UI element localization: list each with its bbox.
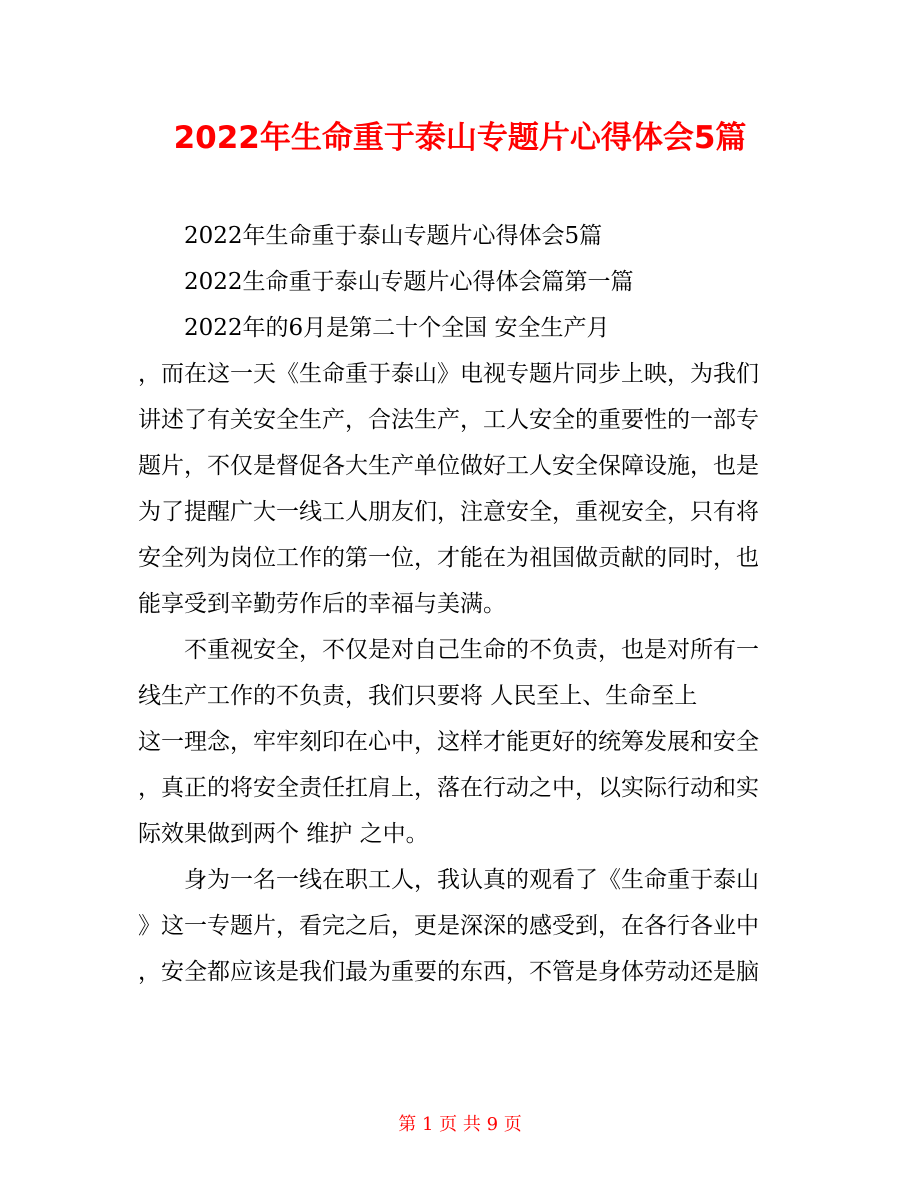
text-line: ，真正的将安全责任扛肩上，落在行动之中，以实际行动和实 <box>138 775 759 801</box>
text-line: 2022年生命重于泰山专题片心得体会5篇 <box>184 223 603 249</box>
text-line: 身为一名一线在职工人，我认真的观看了《生命重于泰山 <box>184 867 759 893</box>
text-line: 能享受到辛勤劳作后的幸福与美满。 <box>138 591 506 617</box>
text-line: 际效果做到两个 维护 之中。 <box>138 821 429 847</box>
text-line: 线生产工作的不负责，我们只要将 人民至上、生命至上 <box>138 683 698 709</box>
text-line: 题片，不仅是督促各大生产单位做好工人安全保障设施，也是 <box>138 453 759 479</box>
page-number-footer: 第 1 页 共 9 页 <box>398 1114 522 1135</box>
text-line: 为了提醒广大一线工人朋友们，注意安全，重视安全，只有将 <box>138 499 759 525</box>
document-title: 2022年生命重于泰山专题片心得体会5篇 <box>173 120 747 156</box>
text-line: 2022生命重于泰山专题片心得体会篇第一篇 <box>184 269 634 295</box>
text-line: 》这一专题片，看完之后，更是深深的感受到，在各行各业中 <box>138 913 759 939</box>
text-line: 这一理念，牢牢刻印在心中，这样才能更好的统筹发展和安全 <box>138 729 759 755</box>
text-line: ，而在这一天《生命重于泰山》电视专题片同步上映，为我们 <box>138 361 759 387</box>
text-line: ，安全都应该是我们最为重要的东西，不管是身体劳动还是脑 <box>138 959 759 985</box>
text-line: 2022年的6月是第二十个全国 安全生产月 <box>184 315 610 341</box>
text-line: 安全列为岗位工作的第一位，才能在为祖国做贡献的同时，也 <box>138 545 759 571</box>
text-line: 讲述了有关安全生产，合法生产，工人安全的重要性的一部专 <box>138 407 759 433</box>
text-line: 不重视安全，不仅是对自己生命的不负责，也是对所有一 <box>184 637 759 663</box>
